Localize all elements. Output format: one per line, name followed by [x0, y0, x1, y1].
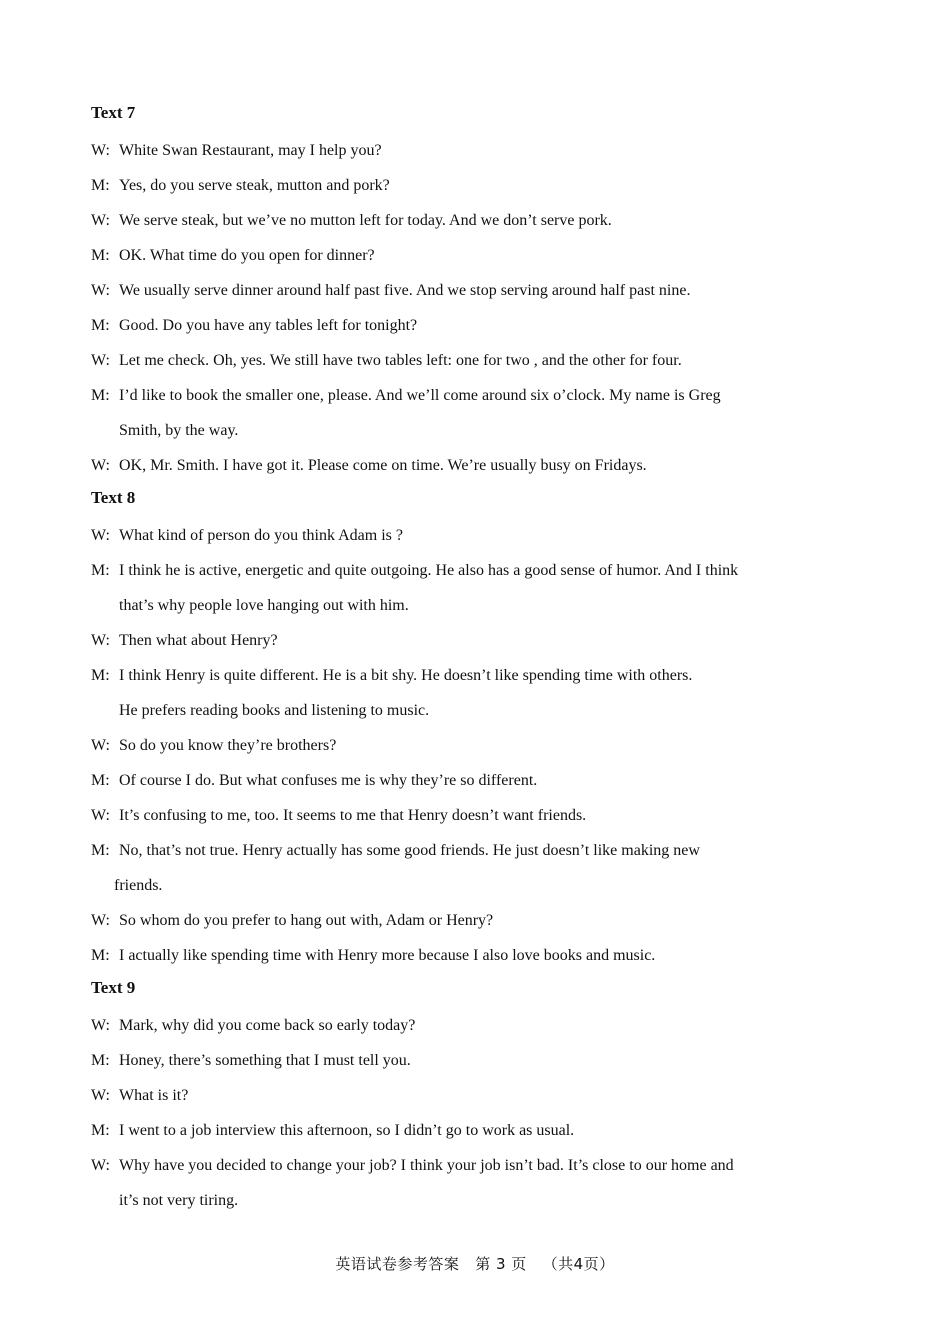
dialogue-line — [91, 763, 860, 798]
dialogue-text: Yes, do you serve steak, mutton and pork? — [119, 177, 390, 194]
dialogue-text: So do you know they’re brothers? — [119, 737, 337, 754]
dialogue-line — [91, 238, 860, 273]
dialogue-line — [91, 1113, 860, 1148]
dialogue-text: I actually like spending time with Henry more because I also love books and music. — [119, 947, 656, 964]
page-footer — [0, 1250, 950, 1278]
speaker-label: M: — [91, 317, 110, 334]
section-heading: Text 8 — [91, 488, 136, 507]
dialogue-text: We usually serve dinner around half past five. And we stop serving around half past nine. — [119, 282, 691, 299]
footer-page-number: 第 3 页 — [475, 1255, 527, 1273]
dialogue-text: I think Henry is quite different. He is a bit shy. He doesn’t like spending time with others. — [119, 667, 693, 684]
footer-title: 英语试卷参考答案 — [335, 1255, 460, 1273]
dialogue-text: Why have you decided to change your job? I think your job isn’t bad. It’s close to our home and — [119, 1157, 734, 1174]
speaker-label: W: — [91, 282, 110, 299]
dialogue-text: So whom do you prefer to hang out with, Adam or Henry? — [119, 912, 494, 929]
speaker-label: M: — [91, 387, 110, 404]
speaker-label: W: — [91, 1087, 110, 1104]
dialogue-line — [91, 1043, 860, 1078]
dialogue-text: Honey, there’s something that I must tell you. — [119, 1052, 411, 1069]
dialogue-line — [91, 1148, 860, 1183]
dialogue-line — [91, 308, 860, 343]
speaker-label: W: — [91, 142, 110, 159]
dialogue-line — [91, 1078, 860, 1113]
dialogue-text: White Swan Restaurant, may I help you? — [119, 142, 382, 159]
dialogue-line — [91, 518, 860, 553]
section-heading: Text 7 — [91, 103, 136, 122]
speaker-label: M: — [91, 947, 110, 964]
speaker-label: M: — [91, 247, 110, 264]
dialogue-line — [91, 378, 860, 413]
dialogue-line — [91, 343, 860, 378]
speaker-label: W: — [91, 912, 110, 929]
dialogue-line — [91, 553, 860, 588]
dialogue-line — [91, 168, 860, 203]
dialogue-line — [91, 728, 860, 763]
speaker-label: M: — [91, 842, 110, 859]
dialogue-text: Let me check. Oh, yes. We still have two tables left: one for two , and the other for four. — [119, 352, 682, 369]
dialogue-line — [91, 203, 860, 238]
dialogue-line — [91, 1008, 860, 1043]
speaker-label: M: — [91, 667, 110, 684]
speaker-label: W: — [91, 737, 110, 754]
speaker-label: W: — [91, 352, 110, 369]
dialogue-text: Mark, why did you come back so early today? — [119, 1017, 416, 1034]
dialogue-line — [91, 903, 860, 938]
dialogue-text: No, that’s not true. Henry actually has some good friends. He just doesn’t like making new — [119, 842, 700, 859]
speaker-label: W: — [91, 632, 110, 649]
dialogue-text: What is it? — [119, 1087, 189, 1104]
section-heading: Text 9 — [91, 978, 136, 997]
dialogue-line — [91, 658, 860, 693]
dialogue-line — [91, 133, 860, 168]
dialogue-line — [91, 938, 860, 973]
footer-total-pages: （共4页） — [542, 1255, 615, 1273]
document-body — [91, 98, 860, 1218]
speaker-label: M: — [91, 772, 110, 789]
dialogue-continuation: it’s not very tiring. — [119, 1192, 239, 1209]
dialogue-continuation: friends. — [114, 877, 163, 894]
dialogue-text: Of course I do. But what confuses me is why they’re so different. — [119, 772, 538, 789]
dialogue-text: What kind of person do you think Adam is ? — [119, 527, 403, 544]
dialogue-text: OK. What time do you open for dinner? — [119, 247, 375, 264]
dialogue-text: It’s confusing to me, too. It seems to me that Henry doesn’t want friends. — [119, 807, 587, 824]
speaker-label: W: — [91, 212, 110, 229]
dialogue-text: I went to a job interview this afternoon, so I didn’t go to work as usual. — [119, 1122, 575, 1139]
dialogue-text: Then what about Henry? — [119, 632, 278, 649]
speaker-label: W: — [91, 807, 110, 824]
dialogue-line — [91, 623, 860, 658]
dialogue-text: OK, Mr. Smith. I have got it. Please come on time. We’re usually busy on Fridays. — [119, 457, 647, 474]
dialogue-text: I’d like to book the smaller one, please. And we’ll come around six o’clock. My name is Greg — [119, 387, 721, 404]
section-text-9 — [91, 973, 860, 1218]
dialogue-continuation: that’s why people love hanging out with him. — [119, 597, 409, 614]
speaker-label: W: — [91, 457, 110, 474]
speaker-label: W: — [91, 1157, 110, 1174]
dialogue-text: I think he is active, energetic and quite outgoing. He also has a good sense of humor. And I think — [119, 562, 739, 579]
dialogue-line — [91, 798, 860, 833]
speaker-label: M: — [91, 562, 110, 579]
speaker-label: W: — [91, 527, 110, 544]
dialogue-continuation: He prefers reading books and listening to music. — [119, 702, 430, 719]
section-text-8 — [91, 483, 860, 973]
speaker-label: M: — [91, 177, 110, 194]
dialogue-continuation: Smith, by the way. — [119, 422, 239, 439]
dialogue-line — [91, 273, 860, 308]
speaker-label: M: — [91, 1122, 110, 1139]
dialogue-line — [91, 448, 860, 483]
speaker-label: W: — [91, 1017, 110, 1034]
dialogue-text: We serve steak, but we’ve no mutton left for today. And we don’t serve pork. — [119, 212, 612, 229]
dialogue-text: Good. Do you have any tables left for tonight? — [119, 317, 418, 334]
section-text-7 — [91, 98, 860, 483]
dialogue-line — [91, 833, 860, 868]
speaker-label: M: — [91, 1052, 110, 1069]
